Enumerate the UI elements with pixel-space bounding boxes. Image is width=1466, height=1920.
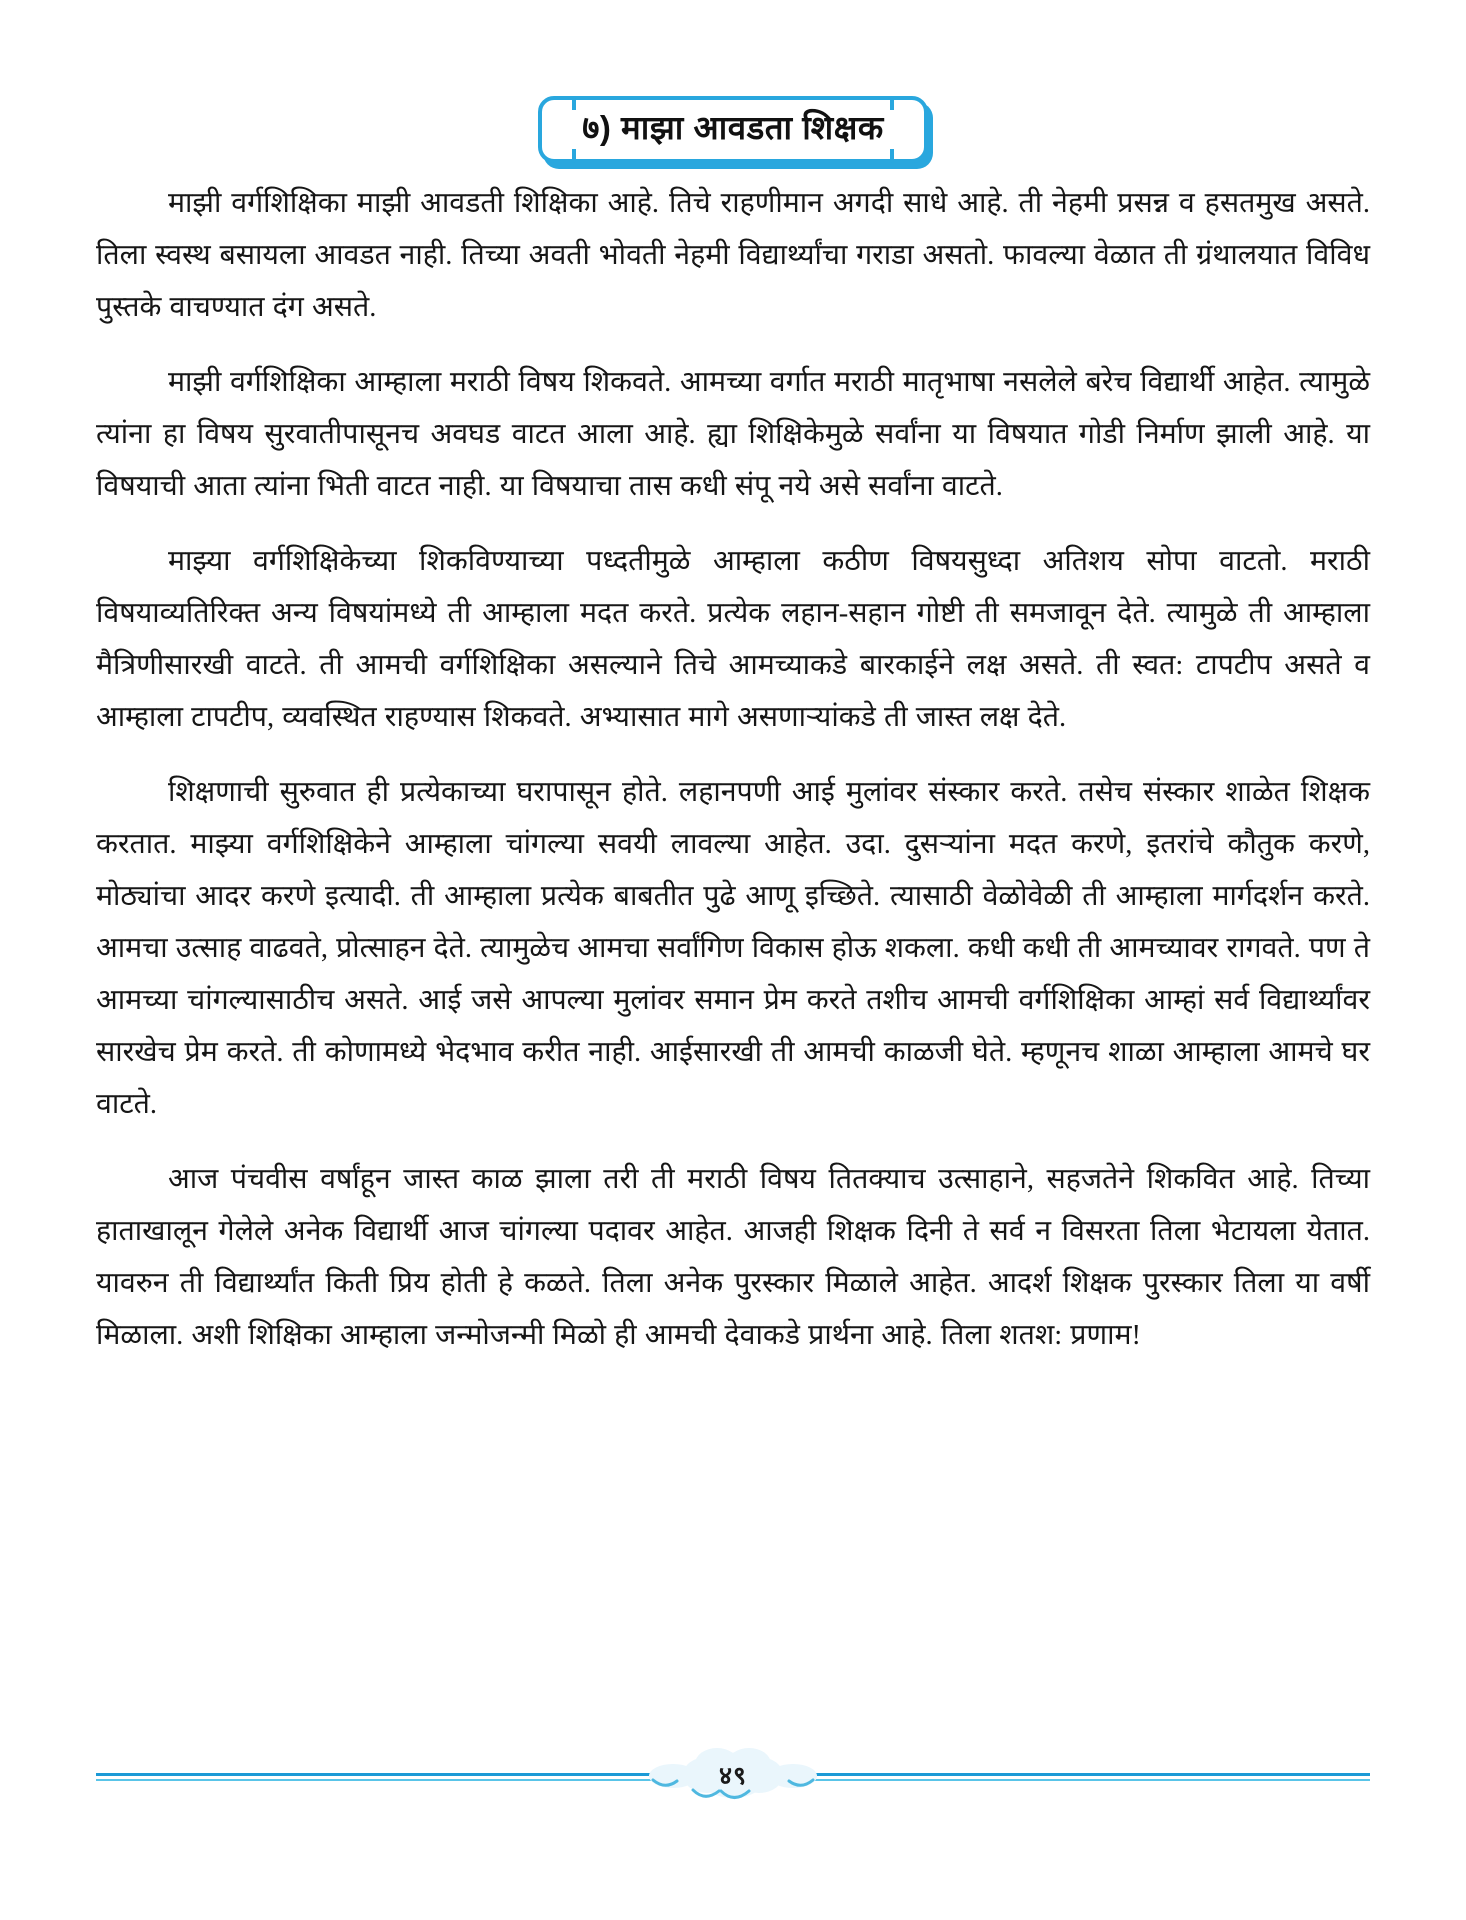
paragraph-1: माझी वर्गशिक्षिका माझी आवडती शिक्षिका आहे. तिचे राहणीमान अगदी साधे आहे. ती नेहमी प्रसन्न व हसतमुख असते. तिला स्वस्थ बसायला आवडत नाही. तिच्या अवती भोवती नेहमी विद्यार्थ्यांचा गराडा असतो. फावल्या वेळात ती ग्रंथालयात विविध पुस्तके वाचण्यात दंग असते. (96, 188, 1370, 323)
cloud-page-number-badge (647, 1740, 819, 1810)
paragraph-5: आज पंचवीस वर्षांहून जास्त काळ झाला तरी ती मराठी विषय तितक्याच उत्साहाने, सहजतेने शिकवित आहे. तिच्या हाताखालून गेलेले अनेक विद्यार्थी आज चांगल्या पदावर आहेत. आजही शिक्षक दिनी ते सर्व न विसरता तिला भेटायला येतात. यावरुन ती विद्यार्थ्यांत किती प्रिय होती हे कळते. तिला अनेक पुरस्कार मिळाले आहेत. आदर्श शिक्षक पुरस्कार तिला या वर्षी मिळाला. अशी शिक्षिका आम्हाला जन्मोजन्मी मिळो ही आमची देवाकडे प्रार्थना आहे. तिला शतश: प्रणाम! (96, 1164, 1370, 1351)
paragraph-3: माझ्या वर्गशिक्षिकेच्या शिकविण्याच्या पध्दतीमुळे आम्हाला कठीण विषयसुध्दा अतिशय सोपा वाटतो. मराठी विषयाव्यतिरिक्त अन्य विषयांमध्ये ती आम्हाला मदत करते. प्रत्येक लहान-सहान गोष्टी ती समजावून देते. त्यामुळे ती आम्हाला मैत्रिणीसारखी वाटते. ती आमची वर्गशिक्षिका असल्याने तिचे आमच्याकडे बारकाईने लक्ष असते. ती स्वत: टापटीप असते व आम्हाला टापटीप, व्यवस्थित राहण्यास शिकवते. अभ्यासात मागे असणाऱ्यांकडे ती जास्त लक्ष देते. (96, 546, 1370, 733)
banner-notch-top-left-icon (556, 96, 576, 110)
page-title: ७) माझा आवडता शिक्षक (582, 109, 884, 146)
paragraph-4: शिक्षणाची सुरुवात ही प्रत्येकाच्या घरापासून होते. लहानपणी आई मुलांवर संस्कार करते. तसेच संस्कार शाळेत शिक्षक करतात. माझ्या वर्गशिक्षिकेने आम्हाला चांगल्या सवयी लावल्या आहेत. उदा. दुसऱ्यांना मदत करणे, इतरांचे कौतुक करणे, मोठ्यांचा आदर करणे इत्यादी. ती आम्हाला प्रत्येक बाबतीत पुढे आणू इच्छिते. त्यासाठी वेळोवेळी ती आम्हाला मार्गदर्शन करते. आमचा उत्साह वाढवते, प्रोत्साहन देते. त्यामुळेच आमचा सर्वांगिण विकास होऊ शकला. कधी कधी ती आमच्यावर रागवते. पण ते आमच्या चांगल्यासाठीच असते. आई जसे आपल्या मुलांवर समान प्रेम करते तशीच आमची वर्गशिक्षिका आम्हां सर्व विद्यार्थ्यांवर सारखेच प्रेम करते. ती कोणामध्ये भेदभाव करीत नाही. आईसारखी ती आमची काळजी घेते. म्हणूनच शाळा आम्हाला आमचे घर वाटते. (96, 777, 1370, 1120)
chapter-title-banner (0, 96, 1466, 163)
page-footer (96, 1740, 1370, 1810)
paragraph-2: माझी वर्गशिक्षिका आम्हाला मराठी विषय शिकवते. आमच्या वर्गात मराठी मातृभाषा नसलेले बरेच विद्यार्थी आहेत. त्यामुळे त्यांना हा विषय सुरवातीपासूनच अवघड वाटत आला आहे. ह्या शिक्षिकेमुळे सर्वांना या विषयात गोडी निर्माण झाली आहे. या विषयाची आता त्यांना भिती वाटत नाही. या विषयाचा तास कधी संपू नये असे सर्वांना वाटते. (96, 367, 1370, 502)
body-text-area (96, 178, 1370, 1362)
title-box (538, 96, 928, 163)
banner-notch-bottom-left-icon (556, 149, 576, 163)
banner-notch-top-right-icon (890, 96, 910, 110)
page-number: ४९ (718, 1762, 748, 1790)
banner-notch-bottom-right-icon (890, 149, 910, 163)
